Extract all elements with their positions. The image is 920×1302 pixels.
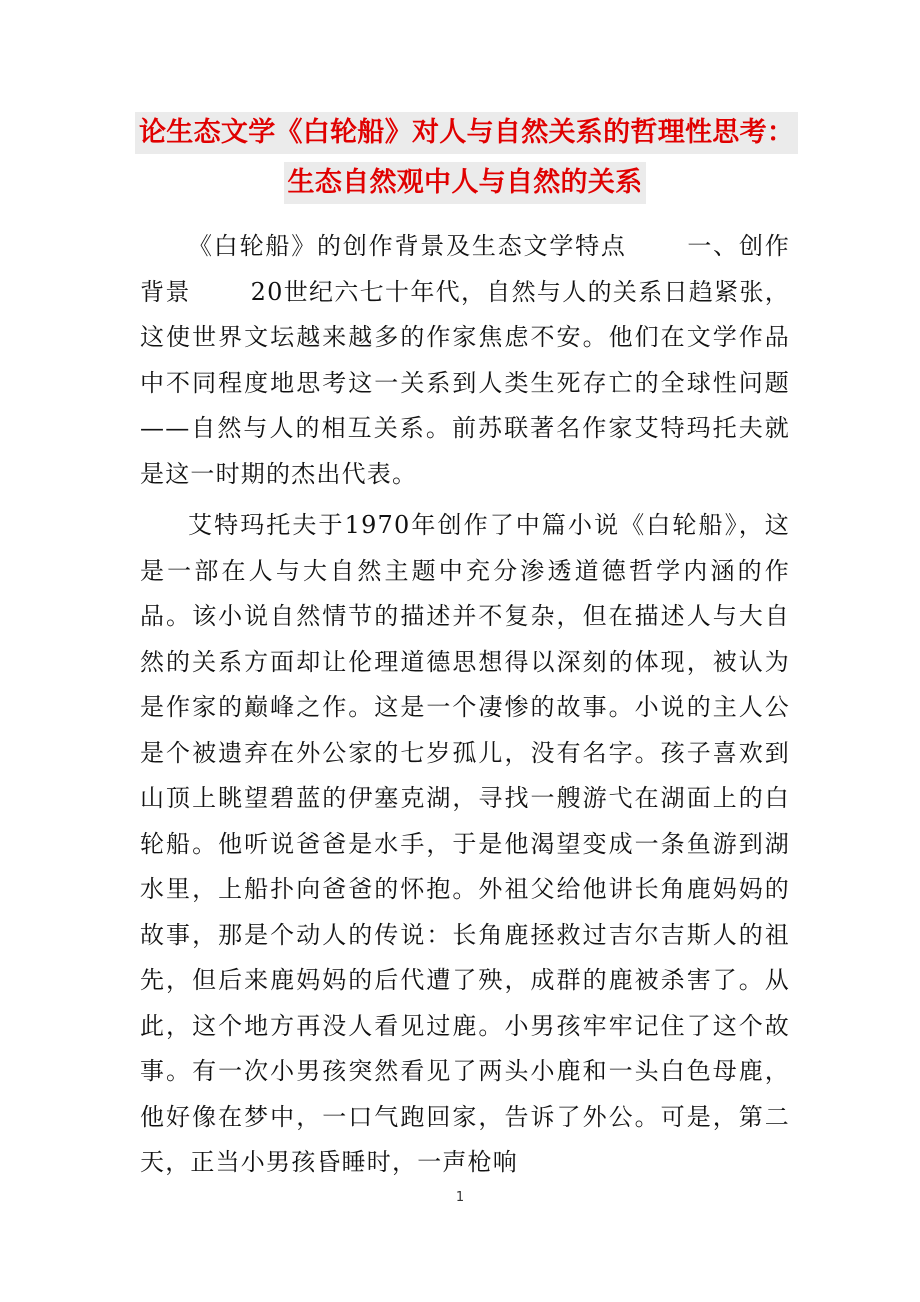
section-heading: 《白轮船》的创作背景及生态文学特点 xyxy=(188,232,627,260)
paragraph-2: 艾特玛托夫于1970年创作了中篇小说《白轮船》，这是一部在人与大自然主题中充分渗透道德哲学内涵的作品。该小说自然情节的描述并不复杂，但在描述人与大自然的关系方面却让伦理道德思想得以深刻的体现，被认为是作家的巅峰之作。这是一个凄惨的故事。小说的主人公是个被遗弃在外公家的七岁孤儿，没有名字。孩子喜欢到山顶上眺望碧蓝的伊塞克湖，寻找一艘游弋在湖面上的白轮船。他听说爸爸是水手，于是他渴望变成一条鱼游到湖水里，上船扑向爸爸的怀抱。外祖父给他讲长角鹿妈妈的故事，那是个动人的传说：长角鹿拯救过吉尔吉斯人的祖先，但后来鹿妈妈的后代遭了殃，成群的鹿被杀害了。从此，这个地方再没人看见过鹿。小男孩牢牢记住了这个故事。有一次小男孩突然看见了两头小鹿和一头白色母鹿，他好像在梦中，一口气跑回家，告诉了外公。可是，第二天，正当小男孩昏睡时，一声枪响 xyxy=(140,511,790,1176)
document-title xyxy=(135,108,795,208)
paragraph-intro xyxy=(140,224,790,497)
page-number: 1 xyxy=(455,1190,465,1205)
title-line-1: 论生态文学《白轮船》对人与自然关系的哲理性思考： xyxy=(135,112,798,154)
title-line-2: 生态自然观中人与自然的关系 xyxy=(284,162,647,204)
paragraph-1-text: 20世纪六七十年代，自然与人的关系日趋紧张，这使世界文坛越来越多的作家焦虑不安。他们在文学作品中不同程度地思考这一关系到人类生死存亡的全球性问题——自然与人的相互关系。前苏联著名作家艾特玛托夫就是这一时期的杰出代表。 xyxy=(140,277,791,488)
subheading: 一、创作背景 xyxy=(140,232,790,306)
document-body xyxy=(140,224,790,1186)
